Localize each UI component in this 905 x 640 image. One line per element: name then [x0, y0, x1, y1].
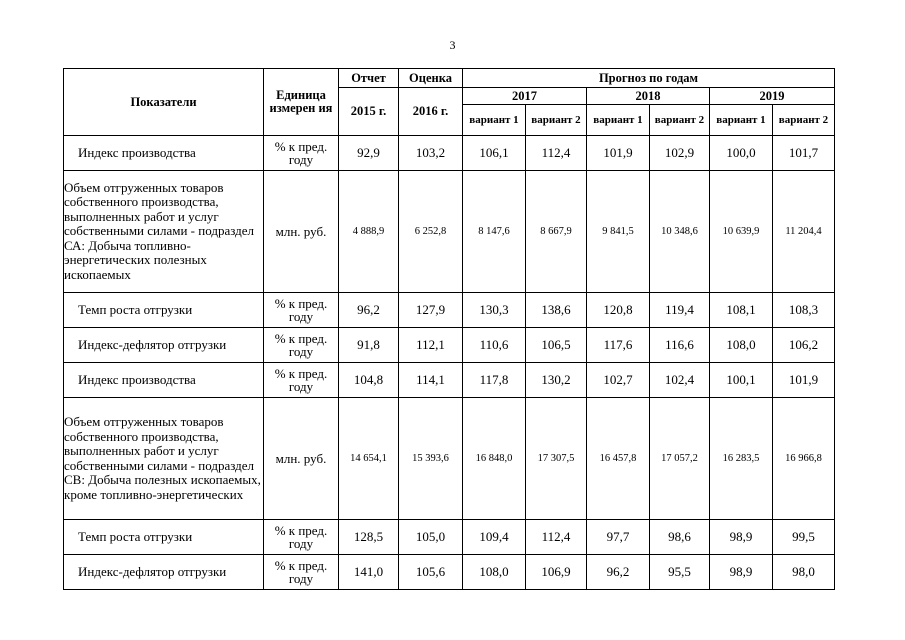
value-cell: 141,0 [339, 555, 399, 590]
header-estimate: Оценка [399, 69, 463, 88]
value-cell: 110,6 [463, 328, 526, 363]
value-cell: 106,1 [463, 136, 526, 171]
value-cell: 8 667,9 [526, 171, 587, 293]
value-cell: 92,9 [339, 136, 399, 171]
value-cell: 101,9 [773, 363, 835, 398]
row-unit: % к пред. году [264, 136, 339, 171]
row-unit: % к пред. году [264, 328, 339, 363]
value-cell: 10 639,9 [710, 171, 773, 293]
header-variant-2: вариант 2 [650, 105, 710, 136]
table-row [64, 398, 835, 520]
header-year-2018: 2018 [587, 88, 710, 105]
value-cell: 101,7 [773, 136, 835, 171]
value-cell: 106,9 [526, 555, 587, 590]
value-cell: 100,0 [710, 136, 773, 171]
value-cell: 130,3 [463, 293, 526, 328]
value-cell: 17 057,2 [650, 398, 710, 520]
value-cell: 14 654,1 [339, 398, 399, 520]
table-row [64, 171, 835, 293]
value-cell: 8 147,6 [463, 171, 526, 293]
header-indicator: Показатели [64, 69, 264, 136]
row-label: Индекс производства [64, 363, 264, 398]
value-cell: 108,0 [710, 328, 773, 363]
value-cell: 116,6 [650, 328, 710, 363]
header-variant-2: вариант 2 [773, 105, 835, 136]
header-year-2016: 2016 г. [399, 88, 463, 136]
value-cell: 105,6 [399, 555, 463, 590]
value-cell: 9 841,5 [587, 171, 650, 293]
row-label: Темп роста отгрузки [64, 293, 264, 328]
table-row [64, 555, 835, 590]
value-cell: 4 888,9 [339, 171, 399, 293]
table-row [64, 293, 835, 328]
header-unit: Единица измерен ия [264, 69, 339, 136]
value-cell: 98,9 [710, 520, 773, 555]
value-cell: 117,8 [463, 363, 526, 398]
row-unit: млн. руб. [264, 398, 339, 520]
value-cell: 108,1 [710, 293, 773, 328]
value-cell: 102,4 [650, 363, 710, 398]
row-label: Индекс-дефлятор отгрузки [64, 555, 264, 590]
table-row [64, 363, 835, 398]
value-cell: 117,6 [587, 328, 650, 363]
value-cell: 105,0 [399, 520, 463, 555]
value-cell: 98,9 [710, 555, 773, 590]
header-report: Отчет [339, 69, 399, 88]
value-cell: 102,7 [587, 363, 650, 398]
value-cell: 108,3 [773, 293, 835, 328]
row-unit: % к пред. году [264, 555, 339, 590]
value-cell: 16 457,8 [587, 398, 650, 520]
header-variant-1: вариант 1 [710, 105, 773, 136]
value-cell: 16 283,5 [710, 398, 773, 520]
table-row [64, 136, 835, 171]
value-cell: 112,4 [526, 520, 587, 555]
value-cell: 11 204,4 [773, 171, 835, 293]
row-label: Индекс производства [64, 136, 264, 171]
value-cell: 120,8 [587, 293, 650, 328]
row-label: Темп роста отгрузки [64, 520, 264, 555]
header-variant-1: вариант 1 [587, 105, 650, 136]
value-cell: 17 307,5 [526, 398, 587, 520]
value-cell: 6 252,8 [399, 171, 463, 293]
header-variant-1: вариант 1 [463, 105, 526, 136]
value-cell: 103,2 [399, 136, 463, 171]
row-unit: % к пред. году [264, 293, 339, 328]
value-cell: 15 393,6 [399, 398, 463, 520]
row-unit: % к пред. году [264, 520, 339, 555]
value-cell: 97,7 [587, 520, 650, 555]
header-variant-2: вариант 2 [526, 105, 587, 136]
value-cell: 91,8 [339, 328, 399, 363]
value-cell: 119,4 [650, 293, 710, 328]
value-cell: 101,9 [587, 136, 650, 171]
value-cell: 102,9 [650, 136, 710, 171]
row-label: Индекс-дефлятор отгрузки [64, 328, 264, 363]
value-cell: 99,5 [773, 520, 835, 555]
value-cell: 128,5 [339, 520, 399, 555]
value-cell: 138,6 [526, 293, 587, 328]
value-cell: 16 966,8 [773, 398, 835, 520]
value-cell: 130,2 [526, 363, 587, 398]
row-unit: % к пред. году [264, 363, 339, 398]
value-cell: 100,1 [710, 363, 773, 398]
value-cell: 96,2 [339, 293, 399, 328]
page-number: 3 [449, 38, 456, 52]
value-cell: 10 348,6 [650, 171, 710, 293]
header-year-2017: 2017 [463, 88, 587, 105]
row-label: Объем отгруженных товаров собственного производства, выполненных работ и услуг собственными силами - подраздел СА: Добыча топливно-энергетических полезных ископаемых [64, 171, 264, 293]
value-cell: 108,0 [463, 555, 526, 590]
forecast-table [63, 68, 835, 590]
value-cell: 106,2 [773, 328, 835, 363]
value-cell: 109,4 [463, 520, 526, 555]
value-cell: 106,5 [526, 328, 587, 363]
row-unit: млн. руб. [264, 171, 339, 293]
value-cell: 98,6 [650, 520, 710, 555]
table-row [64, 520, 835, 555]
table-row [64, 328, 835, 363]
header-forecast: Прогноз по годам [463, 69, 835, 88]
value-cell: 95,5 [650, 555, 710, 590]
value-cell: 98,0 [773, 555, 835, 590]
value-cell: 16 848,0 [463, 398, 526, 520]
value-cell: 112,4 [526, 136, 587, 171]
value-cell: 96,2 [587, 555, 650, 590]
value-cell: 114,1 [399, 363, 463, 398]
row-label: Объем отгруженных товаров собственного производства, выполненных работ и услуг собственными силами - подраздел СВ: Добыча полезных ископаемых, кроме топливно-энергетических [64, 398, 264, 520]
header-year-2019: 2019 [710, 88, 835, 105]
value-cell: 127,9 [399, 293, 463, 328]
value-cell: 104,8 [339, 363, 399, 398]
header-year-2015: 2015 г. [339, 88, 399, 136]
value-cell: 112,1 [399, 328, 463, 363]
